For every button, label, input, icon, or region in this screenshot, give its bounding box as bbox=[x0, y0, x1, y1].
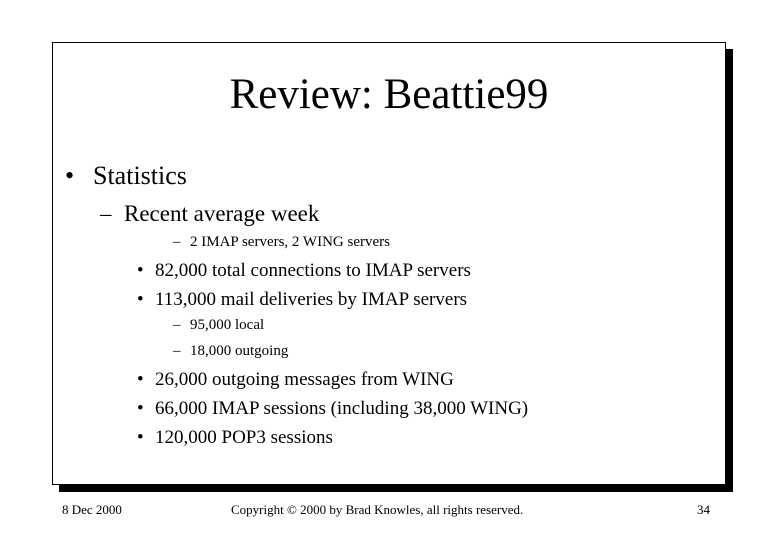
bullet-mail-deliveries: 113,000 mail deliveries by IMAP servers bbox=[155, 289, 468, 310]
bullet-marker: • bbox=[65, 161, 75, 190]
bullet-marker: • bbox=[137, 260, 144, 281]
bullet-marker: • bbox=[137, 398, 144, 419]
slide-frame bbox=[52, 42, 726, 485]
bullet-recent-average-week: Recent average week bbox=[124, 201, 320, 226]
bullet-pop3-sessions: 120,000 POP3 sessions bbox=[155, 427, 333, 448]
bullet-imap-sessions: 66,000 IMAP sessions (including 38,000 WING) bbox=[155, 398, 529, 419]
bullet-marker: • bbox=[137, 289, 144, 310]
bullet-marker: • bbox=[137, 427, 144, 448]
dash-marker: – bbox=[173, 234, 181, 250]
bullet-outgoing: 18,000 outgoing bbox=[190, 343, 289, 359]
slide-title: Review: Beattie99 bbox=[229, 71, 549, 118]
bullet-servers: 2 IMAP servers, 2 WING servers bbox=[190, 234, 390, 250]
dash-marker: – bbox=[100, 201, 112, 226]
bullet-local: 95,000 local bbox=[190, 317, 265, 333]
dash-marker: – bbox=[173, 343, 181, 359]
bullet-total-connections: 82,000 total connections to IMAP servers bbox=[155, 260, 471, 281]
footer-copyright: Copyright © 2000 by Brad Knowles, all rights reserved. bbox=[231, 502, 524, 517]
footer-page-number: 34 bbox=[697, 502, 710, 517]
bullet-outgoing-messages: 26,000 outgoing messages from WING bbox=[155, 369, 454, 390]
dash-marker: – bbox=[173, 317, 181, 333]
footer-date: 8 Dec 2000 bbox=[62, 502, 122, 517]
bullet-marker: • bbox=[137, 369, 144, 390]
bullet-statistics: Statistics bbox=[93, 161, 187, 190]
